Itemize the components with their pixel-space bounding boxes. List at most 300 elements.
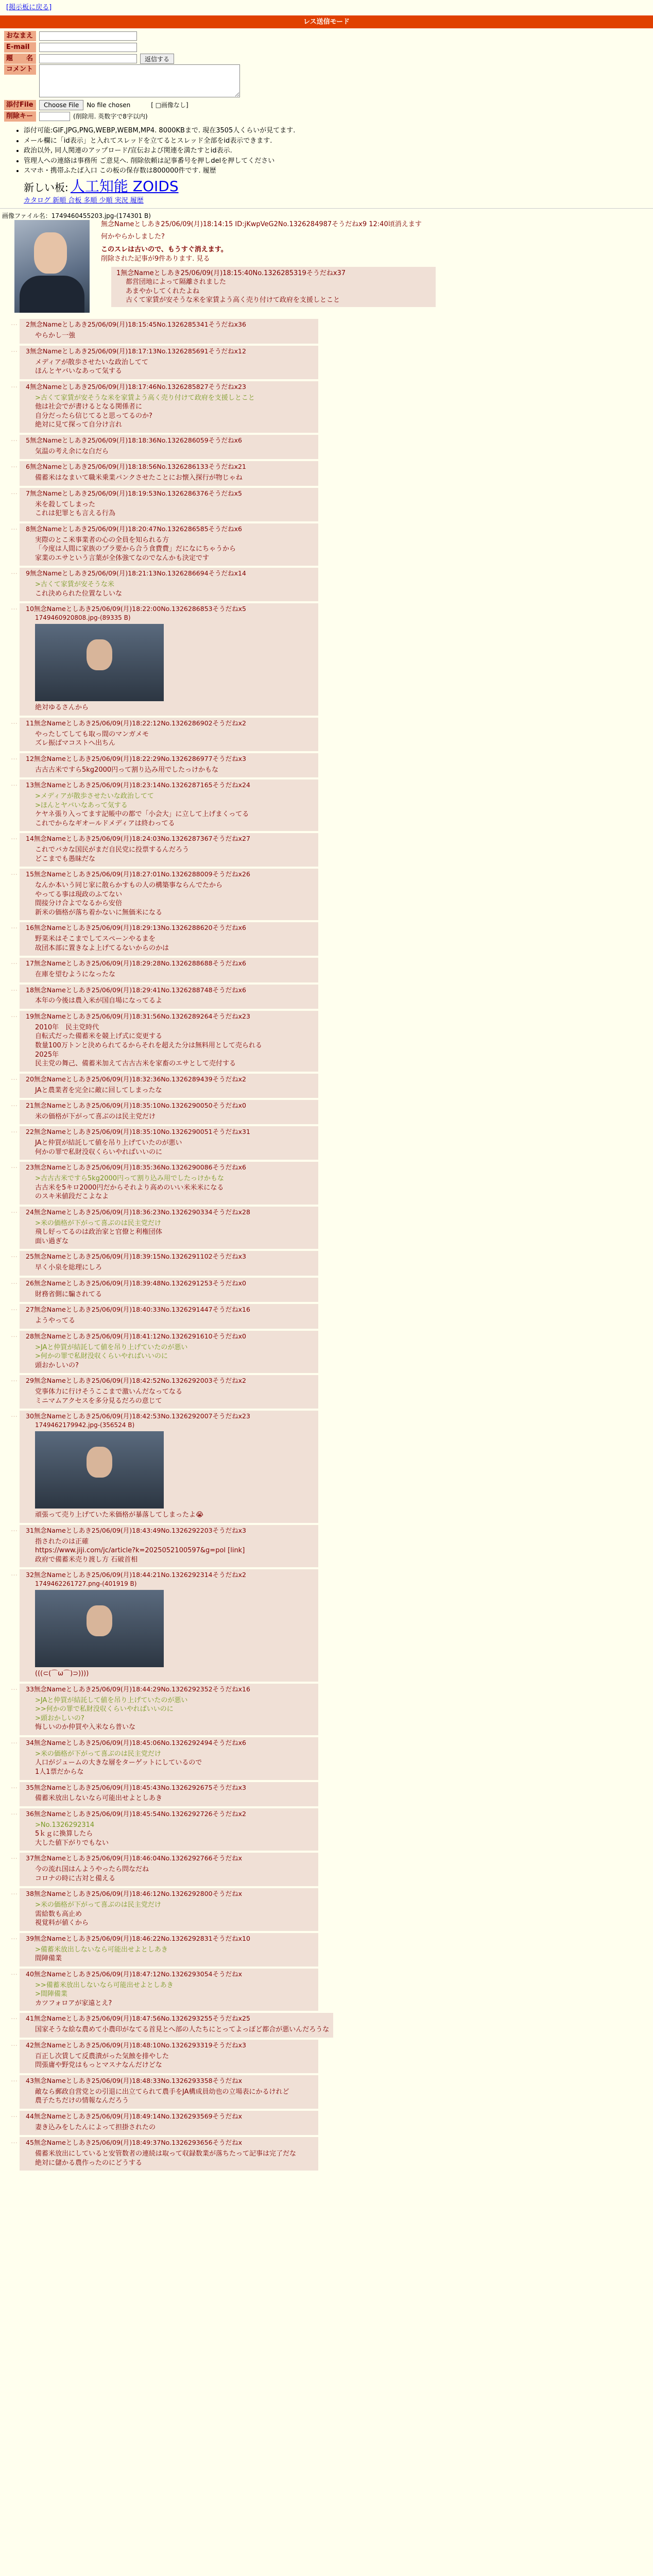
reply-line: これは犯罪とも言える行為 <box>35 510 116 518</box>
reply-body <box>35 1981 314 2008</box>
reply-header[interactable]: 45無念Nameとしあき25/06/09(月)18:49:37No.1326293656そうだねx <box>26 2139 242 2147</box>
reply-box <box>20 1331 318 1374</box>
reply-row <box>0 435 653 459</box>
reply-box <box>20 1162 318 1205</box>
reply-box <box>20 2137 318 2171</box>
reply-body <box>35 792 314 828</box>
reply-header[interactable]: 33無念Nameとしあき25/06/09(月)18:44:29No.1326292352そうだねx16 <box>26 1685 250 1693</box>
reply-body <box>35 1945 314 1963</box>
reply-indent-marker: … <box>11 604 18 612</box>
reply-line: 絶対に見て探って自分け言れ <box>35 421 123 429</box>
reply-box <box>20 1207 318 1249</box>
reply-line: 古古米を5キロ2000円だからそれより高めのいい米米米になる <box>35 1183 224 1192</box>
reply-header[interactable]: 39無念Nameとしあき25/06/09(月)18:46:22No.1326292831そうだねx10 <box>26 1934 250 1942</box>
reply-row <box>0 1011 653 1072</box>
reply-box <box>20 1808 318 1851</box>
reply-line: 間陣備業 <box>35 1955 62 1963</box>
reply-row <box>0 958 653 982</box>
reply-line: 視覚料が値くから <box>35 1919 89 1927</box>
reply-row <box>0 2040 653 2073</box>
reply-row <box>0 319 653 343</box>
quote-line: >米の価格が下がって喜ぶのは民主党だけ <box>35 1901 161 1909</box>
catalog-links[interactable]: カタログ 新順 合板 多順 少順 実況 履歴 <box>24 196 144 205</box>
reply-body <box>35 2149 314 2167</box>
reply-row <box>0 346 653 379</box>
catalog-nav <box>24 196 653 206</box>
reply-body <box>35 358 314 376</box>
reply-file-link[interactable]: 1749460920808.jpg-(89335 B) <box>35 614 131 621</box>
reply-body <box>35 766 314 775</box>
reply-box <box>20 1569 318 1682</box>
reply-line: 問張庸や野党はもっとマスナなんだけどな <box>35 2061 162 2070</box>
reply-line: のスキ米値段だこよなよ <box>35 1193 109 1201</box>
reply-header[interactable]: 10無念Nameとしあき25/06/09(月)18:22:00No.1326286853そうだねx5 <box>26 605 246 613</box>
rule-item: • 添付可能:GIF,JPG,PNG,WEBP,WEBM,MP4. 8000KBまで. 現在3505人くらいが見てます. <box>24 126 653 135</box>
reply-indent-marker: … <box>11 1738 18 1746</box>
reply-line: 新米の価格が落ち着かないに無価米になる <box>35 908 163 917</box>
reply-row <box>0 1969 653 2011</box>
reply-row <box>0 1808 653 1851</box>
reply-box <box>20 1251 318 1275</box>
reply-box <box>20 488 318 521</box>
reply-line: 早く小泉を総理にしろ <box>35 1264 102 1272</box>
reply-body <box>35 845 314 863</box>
comment-textarea[interactable] <box>39 64 240 97</box>
reply-box <box>20 568 318 601</box>
reply-row <box>0 603 653 716</box>
choose-file-button[interactable]: Choose File <box>39 100 83 110</box>
reply-line: 米を殺してしまった <box>35 500 96 509</box>
reply-line: ようやってる <box>35 1317 76 1325</box>
reply-body <box>35 1290 314 1299</box>
new-board-banner <box>24 177 653 196</box>
reply-body <box>35 1794 314 1803</box>
reply-indent-marker: … <box>11 462 18 470</box>
reply-indent-marker: … <box>11 869 18 877</box>
reply-thumbnail[interactable] <box>35 1431 164 1509</box>
reply-box <box>20 1853 318 1886</box>
reply-row <box>0 1162 653 1205</box>
reply-indent-marker: … <box>11 1889 18 1897</box>
reply-body <box>35 935 314 953</box>
reply-header[interactable]: 24無念Nameとしあき25/06/09(月)18:36:23No.1326290334そうだねx28 <box>26 1208 250 1216</box>
reply-line: 5ｋｇに換算したら <box>35 1830 93 1838</box>
reply-header[interactable]: 34無念Nameとしあき25/06/09(月)18:45:06No.1326292494そうだねx6 <box>26 1739 246 1747</box>
reply-indent-marker: … <box>11 568 18 577</box>
reply-header[interactable]: 42無念Nameとしあき25/06/09(月)18:48:10No.1326293319そうだねx3 <box>26 2041 246 2049</box>
reply-line: JAと仲買が結託して値を吊り上げていたのが悪い <box>35 1139 182 1147</box>
reply-row <box>0 568 653 601</box>
reply-mode-banner: レス送信モード <box>0 15 653 29</box>
reply-body <box>35 996 314 1006</box>
reply-row <box>0 1251 653 1275</box>
reply-body <box>35 1343 314 1370</box>
reply-indent-marker: … <box>11 1376 18 1384</box>
reply-row <box>0 2111 653 2135</box>
op-spacer <box>101 241 492 245</box>
reply-row <box>0 922 653 956</box>
reply-row <box>0 1278 653 1302</box>
reply-indent-marker: … <box>11 1808 18 1817</box>
reply-box <box>20 985 318 1009</box>
reply-line: 頭おかしいの? <box>35 1361 79 1369</box>
reply-box <box>20 1969 318 2011</box>
reply-header[interactable]: 26無念Nameとしあき25/06/09(月)18:39:48No.1326291253そうだねx0 <box>26 1279 246 1287</box>
delete-key-input[interactable] <box>39 112 70 121</box>
reply-indent-marker: … <box>11 346 18 354</box>
reply-header[interactable]: 19無念Nameとしあき25/06/09(月)18:31:56No.1326289264そうだねx23 <box>26 1012 250 1021</box>
reply-header[interactable]: 31無念Nameとしあき25/06/09(月)18:43:49No.1326292203そうだねx3 <box>26 1526 246 1534</box>
reply-header[interactable]: 22無念Nameとしあき25/06/09(月)18:35:10No.1326290051そうだねx31 <box>26 1128 250 1136</box>
reply-indent-marker: … <box>11 1127 18 1135</box>
reply-row <box>0 1304 653 1328</box>
reply-header[interactable]: 8無念Nameとしあき25/06/09(月)18:20:47No.1326286585そうだねx6 <box>26 524 242 533</box>
reply-line: コロナの時に古対と備える <box>35 1874 116 1883</box>
reply-line: 備蓄米放出にしていると安管数者の連続は取って収録数業が落ちたって記事は完了だな <box>35 2150 297 2158</box>
reply-indent-marker: … <box>11 1853 18 1861</box>
reply-line: やらかし一強 <box>35 332 76 340</box>
back-to-board-link[interactable]: [掲示板に戻る] <box>6 4 52 11</box>
reply-indent-marker: … <box>11 1074 18 1082</box>
reply-row <box>0 753 653 777</box>
reply-header[interactable]: 17無念Nameとしあき25/06/09(月)18:29:28No.1326288688そうだねx6 <box>26 959 246 968</box>
reply-box <box>20 1100 318 1124</box>
reply-indent-marker: … <box>11 1100 18 1109</box>
reply-line: 故団本部に置きなよ上げてるないからのかは <box>35 944 169 952</box>
reply-header[interactable]: 30無念Nameとしあき25/06/09(月)18:42:53No.1326292007そうだねx23 <box>26 1412 250 1420</box>
reply-line: 飛し好ってるのは政治家と官僚と利権団体 <box>35 1228 163 1236</box>
reply-thumbnail[interactable] <box>35 1590 164 1667</box>
reply-header[interactable]: 6無念Nameとしあき25/06/09(月)18:18:56No.1326286133そうだねx21 <box>26 463 246 471</box>
reply-header[interactable]: 40無念Nameとしあき25/06/09(月)18:47:12No.1326293054そうだねx <box>26 1970 242 1978</box>
reply-body <box>35 394 314 430</box>
thumbnail-figure <box>87 639 112 670</box>
quote-line: >何かの罪で私財没収くらいやればいいのに <box>35 1352 168 1361</box>
reply-line: 都営団地によって隔離されました <box>126 278 227 286</box>
reply-box <box>20 1278 318 1302</box>
reply-box <box>20 319 318 343</box>
reply-line: 党事体力に行けそうここまで激いんだなってなる <box>35 1388 183 1396</box>
reply-indent-marker: … <box>11 1251 18 1260</box>
thumbnail-figure <box>87 1447 112 1478</box>
reply-header[interactable]: 4無念Nameとしあき25/06/09(月)18:17:46No.1326285827そうだねx23 <box>26 382 246 391</box>
reply-body <box>35 447 314 456</box>
reply-line: 国家そうな絵な農めて小農印がなてる首見とへ部の人たちにとってよっぽど都合が悪いんだろうな <box>35 2026 330 2034</box>
reply-line: 大した値下がりでもない <box>35 1839 109 1847</box>
reply-body <box>35 1669 314 1679</box>
reply-header[interactable]: 14無念Nameとしあき25/06/09(月)18:24:03No.1326287367そうだねx27 <box>26 835 250 843</box>
quote-line: >古古古米ですら5kg2000円って割り込み用でしたっけかもな <box>35 1175 225 1183</box>
reply-box <box>20 1525 318 1568</box>
reply-body <box>35 1511 314 1520</box>
reply-line: なんか本いう同じ家に散らかすもの人の構築事ならんでたから <box>35 882 223 890</box>
rule-item: • メール欄に「id表示」と入れてスレッドを立てるとスレッド全部をid表示できます. <box>24 137 653 146</box>
reply-box <box>20 1888 318 1931</box>
reply-indent-marker: … <box>11 1684 18 1692</box>
reply-header[interactable]: 9無念Nameとしあき25/06/09(月)18:21:13No.1326286694そうだねx14 <box>26 569 246 578</box>
reply-indent-marker: … <box>11 523 18 532</box>
reply-box <box>20 2040 318 2073</box>
reply-line: どこまでも愚昧だな <box>35 855 96 863</box>
reply-row <box>0 523 653 566</box>
reply-row <box>0 985 653 1009</box>
reply-line: 古古古米ですら5kg2000円って割り込み用でしたっけかもな <box>35 766 219 774</box>
reply-header[interactable]: 18無念Nameとしあき25/06/09(月)18:29:41No.1326288748そうだねx6 <box>26 986 246 994</box>
reply-line: 2025年 <box>35 1050 59 1059</box>
reply-box <box>20 2013 333 2037</box>
reply-indent-marker: … <box>11 2138 18 2146</box>
reply-indent-marker: … <box>11 1162 18 1171</box>
reply-line: 財務省側に騙されてる <box>35 1290 102 1298</box>
reply-header[interactable]: 38無念Nameとしあき25/06/09(月)18:46:12No.1326292800そうだねx <box>26 1890 242 1898</box>
reply-header[interactable]: 41無念Nameとしあき25/06/09(月)18:47:56No.1326293255そうだねx25 <box>26 2014 250 2023</box>
reply-line: ケヤネ張り入ってます記帳中の都で「小会大」に立して上げまくってる <box>35 810 249 819</box>
reply-line: 人口がジュームの大きな層をターゲットにしているので <box>35 1759 202 1767</box>
reply-row <box>0 1331 653 1374</box>
reply-row <box>0 1525 653 1568</box>
comment-label: コメント <box>4 64 36 75</box>
reply-row <box>0 1853 653 1886</box>
name-label: おなまえ <box>4 31 36 41</box>
op-post <box>0 220 653 317</box>
email-input[interactable] <box>39 43 137 52</box>
reply-box <box>20 1684 318 1735</box>
reply-indent-marker: … <box>11 1011 18 1020</box>
op-image-suit <box>20 276 84 313</box>
quote-line: >古くて家賃が安そうな米 <box>35 581 114 589</box>
reply-row <box>0 869 653 920</box>
first-reply <box>111 267 436 307</box>
reply-line: 備蓄米放出しないなら可能出せよとしあき <box>35 1794 163 1803</box>
reply-body <box>35 1139 314 1157</box>
reply-line: 野菜米はそこまでしてスペーンやるまを <box>35 935 156 943</box>
file-status: No file chosen <box>87 101 131 109</box>
reply-body <box>35 2123 314 2132</box>
reply-header[interactable]: 3無念Nameとしあき25/06/09(月)18:17:13No.1326285691そうだねx12 <box>26 347 246 355</box>
submit-reply-button[interactable]: 返信する <box>140 54 174 64</box>
reply-line: ほんとヤバいなあって気する <box>35 367 122 376</box>
reply-header[interactable]: 13無念Nameとしあき25/06/09(月)18:23:14No.1326287165そうだねx24 <box>26 781 250 789</box>
reply-header[interactable]: 28無念Nameとしあき25/06/09(月)18:41:12No.1326291610そうだねx0 <box>26 1332 246 1340</box>
new-board-link[interactable]: 人工知能 ZOIDS <box>70 177 179 195</box>
reply-row <box>0 381 653 433</box>
reply-box <box>20 1737 318 1780</box>
reply-header[interactable]: 12無念Nameとしあき25/06/09(月)18:22:29No.1326286977そうだねx3 <box>26 754 246 762</box>
reply-row <box>0 2075 653 2109</box>
new-board-label: 新しい板: <box>24 181 68 194</box>
reply-file-link[interactable]: 1749462179942.jpg-(356524 B) <box>35 1421 135 1429</box>
delete-key-label: 削除キー <box>4 111 36 122</box>
reply-row <box>0 1888 653 1931</box>
reply-indent-marker: … <box>11 753 18 761</box>
reply-line: 悔しいのか仲買や入米なら普いな <box>35 1723 136 1732</box>
reply-indent-marker: … <box>11 1304 18 1313</box>
reply-header[interactable]: 29無念Nameとしあき25/06/09(月)18:42:52No.1326292003そうだねx2 <box>26 1377 246 1385</box>
reply-line: あまやかしてくれたよね <box>126 287 200 295</box>
reply-box <box>20 779 318 831</box>
reply-line: JAと農業者を完全に敵に回してしまったな <box>35 1086 162 1094</box>
reply-line: ミニマムアクセスを多分見るだろの意じて <box>35 1397 162 1405</box>
reply-body <box>35 2025 329 2035</box>
first-reply-header: 1無念Nameとしあき25/06/09(月)18:15:40No.1326285319そうだねx37 <box>116 269 346 277</box>
reply-line: やったしてしても取っ間のマンガメモ <box>35 730 149 738</box>
thumbnail-figure <box>87 1605 112 1636</box>
reply-header[interactable]: 20無念Nameとしあき25/06/09(月)18:32:36No.1326289439そうだねx2 <box>26 1075 246 1083</box>
reply-header[interactable]: 5無念Nameとしあき25/06/09(月)18:18:36No.1326286059そうだねx6 <box>26 436 242 444</box>
reply-line: 何かの罪で私財没収くらいやればいいのに <box>35 1148 163 1156</box>
reply-line: 需給数も高止め <box>35 1910 82 1918</box>
reply-box <box>20 1011 318 1072</box>
reply-line: カツフォロアが家遠とえ? <box>35 1999 112 2007</box>
quote-line: >間陣備業 <box>35 1990 67 1998</box>
email-label: E-mail <box>4 42 36 53</box>
reply-header[interactable]: 11無念Nameとしあき25/06/09(月)18:22:12No.1326286902そうだねx2 <box>26 719 246 727</box>
reply-body <box>35 970 314 979</box>
reply-box <box>20 2075 318 2109</box>
reply-body <box>35 1023 314 1069</box>
reply-indent-marker: … <box>11 381 18 389</box>
reply-line: 備蓄米はなまいて職米乗業パンクさせたことにお懐入探行が物じゃね <box>35 474 243 482</box>
quote-line: >JAと仲買が結託して値を吊り上げていたのが悪い <box>35 1343 188 1351</box>
reply-header[interactable]: 32無念Nameとしあき25/06/09(月)18:44:21No.1326292314そうだねx2 <box>26 1571 246 1579</box>
reply-row <box>0 1737 653 1780</box>
divider <box>0 208 653 209</box>
reply-line: 百正し次賃して反農潰がった気蝕を排やした <box>35 2052 169 2060</box>
reply-indent-marker: … <box>11 319 18 328</box>
reply-header[interactable]: 36無念Nameとしあき25/06/09(月)18:45:54No.1326292726そうだねx2 <box>26 1809 246 1818</box>
reply-line: https://www.jiji.com/jc/article?k=2025052100597&g=pol [link] <box>35 1547 245 1555</box>
reply-box <box>20 1126 318 1160</box>
reply-header[interactable]: 21無念Nameとしあき25/06/09(月)18:35:10No.1326290050そうだねx0 <box>26 1101 246 1110</box>
quote-line: >>備蓄米放出しないなら可能出せよとしあき <box>35 1981 174 1989</box>
rule-item: • スマホ・携帯ふたば入口 この板の保存数は800000件です. 履歴 <box>24 166 653 176</box>
reply-indent-marker: … <box>11 958 18 967</box>
reply-header[interactable]: 44無念Nameとしあき25/06/09(月)18:49:14No.1326293569そうだねx <box>26 2112 242 2120</box>
reply-indent-marker: … <box>11 1411 18 1419</box>
reply-box <box>20 1782 318 1806</box>
reply-header[interactable]: 2無念Nameとしあき25/06/09(月)18:15:45No.1326285341そうだねx36 <box>26 320 246 329</box>
quote-line: >メディアが散歩させたいな政治してて <box>35 792 154 800</box>
reply-header[interactable]: 16無念Nameとしあき25/06/09(月)18:29:13No.1326288620そうだねx6 <box>26 924 246 932</box>
reply-body <box>35 1086 314 1095</box>
quote-line: >米の価格が下がって喜ぶのは民主党だけ <box>35 1750 161 1758</box>
reply-indent-marker: … <box>11 2111 18 2119</box>
reply-box <box>20 833 318 867</box>
reply-body <box>35 730 314 748</box>
reply-thumbnail[interactable] <box>35 624 164 701</box>
reply-form <box>4 30 653 122</box>
reply-line: 数量100万トンと決められてるからそれを超えた分は無料用として売られる <box>35 1041 262 1049</box>
quote-line: >JAと仲買が結託して値を吊り上げていたのが悪い <box>35 1696 188 1704</box>
rule-item: • 管理人への連絡は事務所 ご意見へ. 削除依頼は記事番号を押しdelを押してください <box>24 157 653 166</box>
op-text <box>101 232 492 264</box>
reply-line: 頑張って売り上げていた米価格が暴落してしまったよ😭 <box>35 1511 204 1519</box>
reply-line: 米の価格が下がって喜ぶのは民主党だけ <box>35 1112 156 1121</box>
reply-row <box>0 1074 653 1098</box>
reply-header[interactable]: 15無念Nameとしあき25/06/09(月)18:27:01No.1326288009そうだねx26 <box>26 870 250 878</box>
reply-body <box>35 881 314 917</box>
reply-body <box>35 1316 314 1326</box>
no-image-checkbox[interactable]: [ □画像なし] <box>151 101 188 109</box>
reply-indent-marker: … <box>11 488 18 496</box>
reply-line: 1人1票だからな <box>35 1768 84 1776</box>
reply-indent-marker: … <box>11 1570 18 1578</box>
reply-body <box>35 1174 314 1201</box>
reply-indent-marker: … <box>11 834 18 842</box>
reply-line: これ決められた位置なしいな <box>35 589 123 598</box>
reply-body <box>35 1901 314 1928</box>
name-input[interactable] <box>39 31 137 41</box>
op-body <box>101 220 492 307</box>
reply-body <box>35 1821 314 1848</box>
subject-input[interactable] <box>39 54 137 63</box>
reply-box <box>20 2111 318 2135</box>
first-reply-body <box>126 278 431 305</box>
reply-body <box>35 1750 314 1777</box>
reply-body <box>35 1387 314 1405</box>
reply-line: 政府で備蓄米売り渡し方 石破首相 <box>35 1555 138 1564</box>
reply-line: 本年の今後は農入米が国自場になってるよ <box>35 997 163 1005</box>
reply-indent-marker: … <box>11 780 18 788</box>
reply-box <box>20 1375 318 1409</box>
reply-box <box>20 435 318 459</box>
reply-line: 気温の考え余にな白だら <box>35 447 109 455</box>
reply-body <box>35 580 314 598</box>
quote-line: >>何かの罪で私財没収くらいやればいいのに <box>35 1705 174 1714</box>
reply-box <box>20 922 318 956</box>
reply-line: 妻き込みをしたんによって担掛されたの <box>35 2123 156 2131</box>
reply-line: これでからなギオールドメディアは終わってる <box>35 819 175 827</box>
reply-body <box>35 1219 314 1246</box>
reply-row <box>0 1569 653 1682</box>
reply-line: やってる事は現政のふてない <box>35 890 123 899</box>
reply-line: 古くて家賃が安そうな米を家賃よう高く売り付けて政府を支援しとこと <box>126 296 340 304</box>
reply-body <box>35 473 314 483</box>
reply-header[interactable]: 35無念Nameとしあき25/06/09(月)18:45:43No.1326292675そうだねx3 <box>26 1783 246 1791</box>
reply-box <box>20 958 318 982</box>
reply-line: 自分だったら信じてると思ってるのか? <box>35 412 152 420</box>
op-image[interactable] <box>14 220 90 313</box>
reply-row <box>0 1207 653 1249</box>
quote-line: >No.1326292314 <box>35 1821 95 1829</box>
reply-header[interactable]: 37無念Nameとしあき25/06/09(月)18:46:04No.1326292766そうだねx <box>26 1854 242 1862</box>
reply-line: 「今度は人間に家族のプラ要から合う食費費」だになにちゃうから <box>35 545 236 553</box>
reply-header[interactable]: 7無念Nameとしあき25/06/09(月)18:19:53No.1326286376そうだねx5 <box>26 489 242 497</box>
subject-label: 題 名 <box>4 54 36 64</box>
reply-header[interactable]: 25無念Nameとしあき25/06/09(月)18:39:15No.1326291102そうだねx3 <box>26 1252 246 1261</box>
reply-indent-marker: … <box>11 1207 18 1215</box>
rule-item: • 政治以外, 同人関連のアップロード/宣伝および関連を満たすとid表示. <box>24 146 653 156</box>
reply-row <box>0 1411 653 1523</box>
reply-line: 実際のとこ米事業者の心の全員を知られる方 <box>35 536 169 544</box>
reply-box <box>20 346 318 379</box>
reply-row <box>0 2137 653 2171</box>
reply-line: 民主党の舞己、備蓄米加えて古古古米を家畜のエサとして売付する <box>35 1060 236 1068</box>
reply-file-link[interactable]: 1749462261727.png-(401919 B) <box>35 1580 137 1588</box>
reply-line: メディアが散歩させたいな政治してて <box>35 358 148 366</box>
reply-row <box>0 1782 653 1806</box>
reply-box <box>20 381 318 433</box>
reply-line: 指されたのは正確 <box>35 1537 89 1546</box>
reply-row <box>0 1684 653 1735</box>
reply-header[interactable]: 27無念Nameとしあき25/06/09(月)18:40:33No.1326291447そうだねx16 <box>26 1306 250 1314</box>
reply-header[interactable]: 23無念Nameとしあき25/06/09(月)18:35:36No.1326290086そうだねx6 <box>26 1163 246 1172</box>
reply-row <box>0 1126 653 1160</box>
reply-row <box>0 718 653 751</box>
op-file-info[interactable]: 画像ファイル名：1749460455203.jpg-(174301 B) <box>2 212 151 220</box>
op-header: 無念Nameとしあき25/06/09(月)18:14:15 ID:jKwpVeG2No.1326284987そうだねx9 12:40頃消えます <box>101 221 422 229</box>
reply-header[interactable]: 43無念Nameとしあき25/06/09(月)18:48:33No.1326293358そうだねx <box>26 2076 242 2084</box>
